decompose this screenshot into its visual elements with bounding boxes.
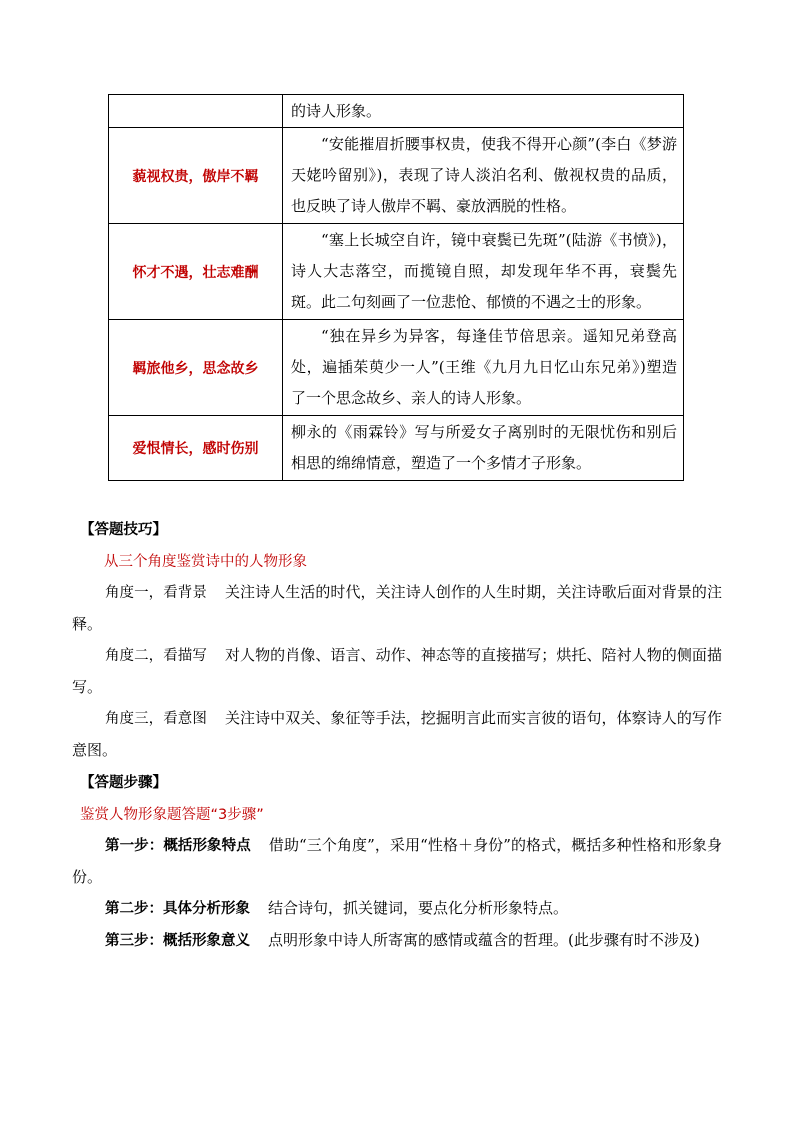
poet-image-table: [108, 94, 684, 481]
steps-subheading: 鉴赏人物形象题答题“3步骤”: [80, 807, 264, 823]
step-item-text: 借助“三个角度”，采用“性格＋身份”的格式，概括多种性格和形象身份。: [72, 836, 722, 886]
skill-item-lead: 角度二，看描写: [105, 648, 207, 664]
step-item-text: 结合诗句，抓关键词，要点化分析形象特点。: [268, 899, 569, 917]
table-row: [109, 416, 684, 481]
table-row-label: 羁旅他乡，思念故乡: [109, 320, 283, 416]
skills-heading: 【答题技巧】: [80, 522, 167, 538]
table-row-label: 怀才不遇，壮志难酬: [109, 224, 283, 320]
table-row-label: 爱恨情长，感时伤别: [109, 416, 283, 481]
step-item-lead: 第一步：概括形象特点: [105, 838, 251, 854]
table-row: [109, 95, 684, 128]
skill-item: [72, 703, 722, 766]
step-item-lead: 第三步：概括形象意义: [105, 933, 250, 949]
table-row-label: 藐视权贵，傲岸不羁: [109, 128, 283, 224]
step-item: [72, 925, 722, 957]
table-row-desc: “安能摧眉折腰事权贵，使我不得开心颜”(李白《梦游天姥吟留别》)，表现了诗人淡泊名利、傲视权贵的品质，也反映了诗人傲岸不羁、豪放洒脱的性格。: [283, 128, 684, 224]
steps-heading: 【答题步骤】: [80, 775, 167, 791]
step-item-lead: 第二步：具体分析形象: [105, 901, 250, 917]
table-row-desc: 柳永的《雨霖铃》写与所爱女子离别时的无限忧伤和别后相思的绵绵情意，塑造了一个多情才子形象。: [283, 416, 684, 481]
table-row: [109, 320, 684, 416]
skill-item-lead: 角度一，看背景: [105, 585, 207, 601]
table-row: [109, 224, 684, 320]
skills-subheading: 从三个角度鉴赏诗中的人物形象: [104, 554, 307, 570]
skill-item: [72, 577, 722, 640]
step-item: [72, 893, 722, 925]
step-item: [72, 830, 722, 893]
skill-item: [72, 640, 722, 703]
table-row-desc: “独在异乡为异客，每逢佳节倍思亲。遥知兄弟登高处，遍插茱萸少一人”(王维《九月九日忆山东兄弟》)塑造了一个思念故乡、亲人的诗人形象。: [283, 320, 684, 416]
table-row-desc: 的诗人形象。: [283, 95, 684, 128]
skill-item-text: 关注诗中双关、象征等手法，挖掘明言此而实言彼的语句，体察诗人的写作意图。: [72, 709, 722, 759]
table-row-desc: “塞上长城空自许，镜中衰鬓已先斑”(陆游《书愤》)，诗人大志落空，而揽镜自照，却发现年华不再，衰鬓先斑。此二句刻画了一位悲怆、郁愤的不遇之士的形象。: [283, 224, 684, 320]
step-item-text: 点明形象中诗人所寄寓的感情或蕴含的哲理。(此步骤有时不涉及): [268, 931, 700, 949]
table-row: [109, 128, 684, 224]
skill-item-text: 关注诗人生活的时代，关注诗人创作的人生时期，关注诗歌后面对背景的注释。: [72, 583, 722, 633]
table-row-label: [109, 95, 283, 128]
skill-item-lead: 角度三，看意图: [105, 711, 207, 727]
skill-item-text: 对人物的肖像、语言、动作、神态等的直接描写；烘托、陪衬人物的侧面描写。: [72, 646, 722, 696]
